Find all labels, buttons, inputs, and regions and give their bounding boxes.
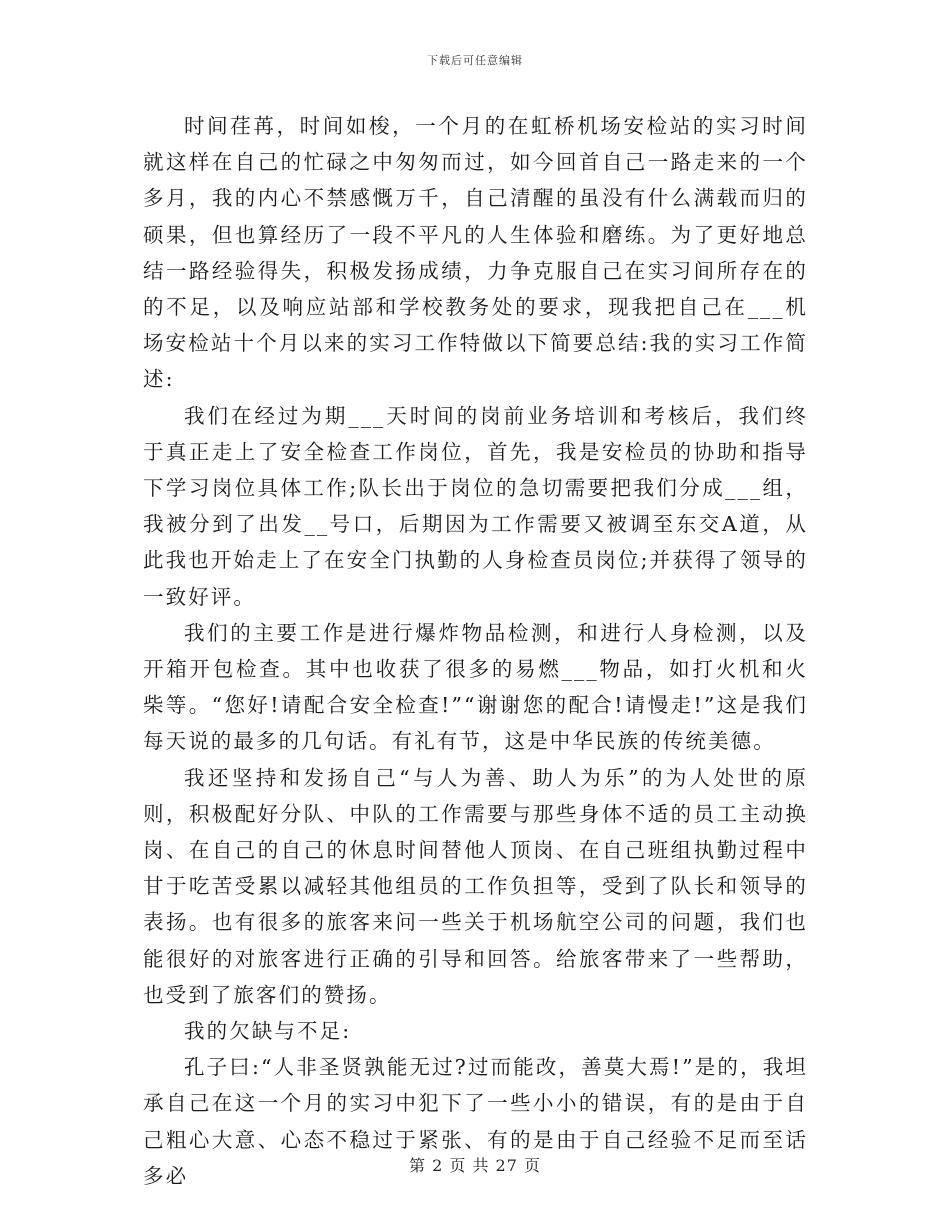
- page-header: 下载后可任意编辑: [427, 54, 523, 67]
- paragraph-confucius: 孔子曰:“人非圣贤孰能无过?过而能改，善莫大焉!”是的，我坦承自己在这一个月的实习中犯下了一些小小的错误，有的是由于自己粗心大意、心态不稳过于紧张、有的是由于自己经验不足而至话多必: [143, 1055, 808, 1188]
- paragraph-intro: 时间荏苒，时间如梭，一个月的在虹桥机场安检站的实习时间就这样在自己的忙碌之中匆匆而过，如今回首自己一路走来的一个多月，我的内心不禁感慨万千，自己清醒的虽没有什么满载而归的硕果，但也算经历了一段不平凡的人生体验和磨练。为了更好地总结一路经验得失，积极发扬成绩，力争克服自己在实习间所存在的的不足，以及响应站部和学校教务处的要求，现我把自己在___机场安检站十个月以来的实习工作特做以下简要总结:我的实习工作简述:: [143, 114, 808, 392]
- paragraph-principles: 我还坚持和发扬自己“与人为善、助人为乐”的为人处世的原则，积极配好分队、中队的工作需要与那些身体不适的员工主动换岗、在自己的自己的休息时间替他人顶岗、在自己班组执勤过程中甘于吃苦受累以减轻其他组员的工作负担等，受到了队长和领导的表扬。也有很多的旅客来问一些关于机场航空公司的问题，我们也能很好的对旅客进行正确的引导和回答。给旅客带来了一些帮助，也受到了旅客们的赞扬。: [143, 765, 808, 1007]
- document-body: [143, 108, 808, 1194]
- paragraph-training: 我们在经过为期___天时间的岗前业务培训和考核后，我们终于真正走上了安全检查工作岗位，首先，我是安检员的协助和指导下学习岗位具体工作;队长出于岗位的急切需要把我们分成___组，我被分到了出发__号口，后期因为工作需要又被调至东交A道，从此我也开始走上了在安全门执勤的人身检查员岗位;并获得了领导的一致好评。: [143, 403, 808, 609]
- page-number-footer: 第 2 页 共 27 页: [409, 1156, 541, 1175]
- paragraph-main-work: 我们的主要工作是进行爆炸物品检测，和进行人身检测，以及开箱开包检查。其中也收获了很多的易燃___物品，如打火机和火柴等。“您好!请配合安全检查!”“谢谢您的配合!请慢走!”这是我们每天说的最多的几句话。有礼有节，这是中华民族的传统美德。: [143, 620, 808, 754]
- section-heading-shortcomings: 我的欠缺与不足:: [184, 1019, 352, 1044]
